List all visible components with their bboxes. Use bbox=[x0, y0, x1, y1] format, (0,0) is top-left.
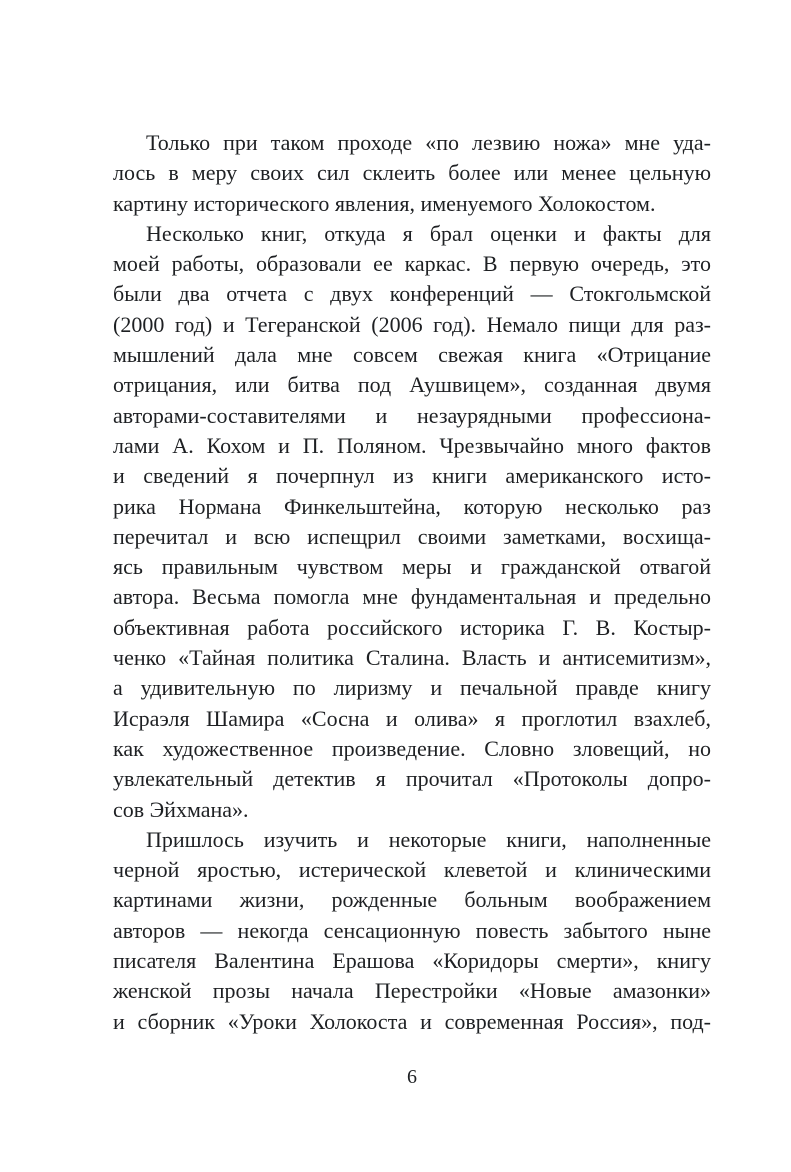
text-line: мышлений дала мне совсем свежая книга «Отрицание bbox=[113, 342, 711, 368]
text-line: рика Нормана Финкельштейна, которую несколько раз bbox=[113, 493, 711, 519]
text-line: были два отчета с двух конференций — Стокгольмской bbox=[113, 281, 711, 307]
text-line: моей работы, образовали ее каркас. В первую очередь, это bbox=[113, 251, 711, 277]
text-line: перечитал и всю испещрил своими заметками, восхища- bbox=[113, 523, 711, 549]
text-line: (2000 год) и Тегеранской (2006 год). Немало пищи для раз- bbox=[113, 311, 711, 337]
text-line: лось в меру своих сил склеить более или менее цельную bbox=[113, 160, 711, 186]
text-line: как художественное произведение. Словно зловещий, но bbox=[113, 735, 711, 761]
text-line: картину исторического явления, именуемого Холокостом. bbox=[113, 190, 656, 216]
text-line: отрицания, или битва под Аушвицем», созданная двумя bbox=[113, 372, 711, 398]
text-line: автора. Весьма помогла мне фундаментальная и предельно bbox=[113, 584, 711, 610]
text-line: лами А. Кохом и П. Поляном. Чрезвычайно много фактов bbox=[113, 432, 711, 458]
text-line: Только при таком проходе «по лезвию ножа» мне уда- bbox=[146, 130, 711, 155]
page-number: 6 bbox=[407, 1066, 417, 1088]
text-line: картинами жизни, рожденные больным воображением bbox=[113, 887, 711, 913]
text-line: ясь правильным чувством меры и гражданской отвагой bbox=[113, 554, 711, 580]
text-line: Несколько книг, откуда я брал оценки и факты для bbox=[146, 220, 711, 246]
text-line: писателя Валентина Ерашова «Коридоры смерти», книгу bbox=[113, 948, 711, 974]
text-line: а удивительную по лиризму и печальной правде книгу bbox=[113, 675, 711, 701]
body-text bbox=[113, 128, 711, 1037]
text-line: ченко «Тайная политика Сталина. Власть и антисемитизм», bbox=[113, 645, 711, 671]
text-line: женской прозы начала Перестройки «Новые амазонки» bbox=[113, 978, 711, 1004]
paragraph bbox=[113, 219, 711, 825]
paragraph bbox=[113, 128, 711, 219]
text-line: и сборник «Уроки Холокоста и современная Россия», под- bbox=[113, 1008, 711, 1034]
text-line: авторами-составителями и незаурядными профессиона- bbox=[113, 402, 711, 428]
text-line: Исраэля Шамира «Сосна и олива» я проглотил взахлеб, bbox=[113, 705, 711, 731]
text-line: увлекательный детектив я прочитал «Протоколы допро- bbox=[113, 766, 711, 792]
text-line: объективная работа российского историка Г. В. Костыр- bbox=[113, 614, 711, 640]
text-line: Пришлось изучить и некоторые книги, наполненные bbox=[146, 826, 711, 852]
paragraph bbox=[113, 825, 711, 1037]
text-line: авторов — некогда сенсационную повесть забытого ныне bbox=[113, 917, 711, 943]
text-line: и сведений я почерпнул из книги американского исто- bbox=[113, 463, 711, 489]
text-line: черной яростью, истерической клеветой и клиническими bbox=[113, 857, 711, 883]
text-line: сов Эйхмана». bbox=[113, 796, 249, 822]
